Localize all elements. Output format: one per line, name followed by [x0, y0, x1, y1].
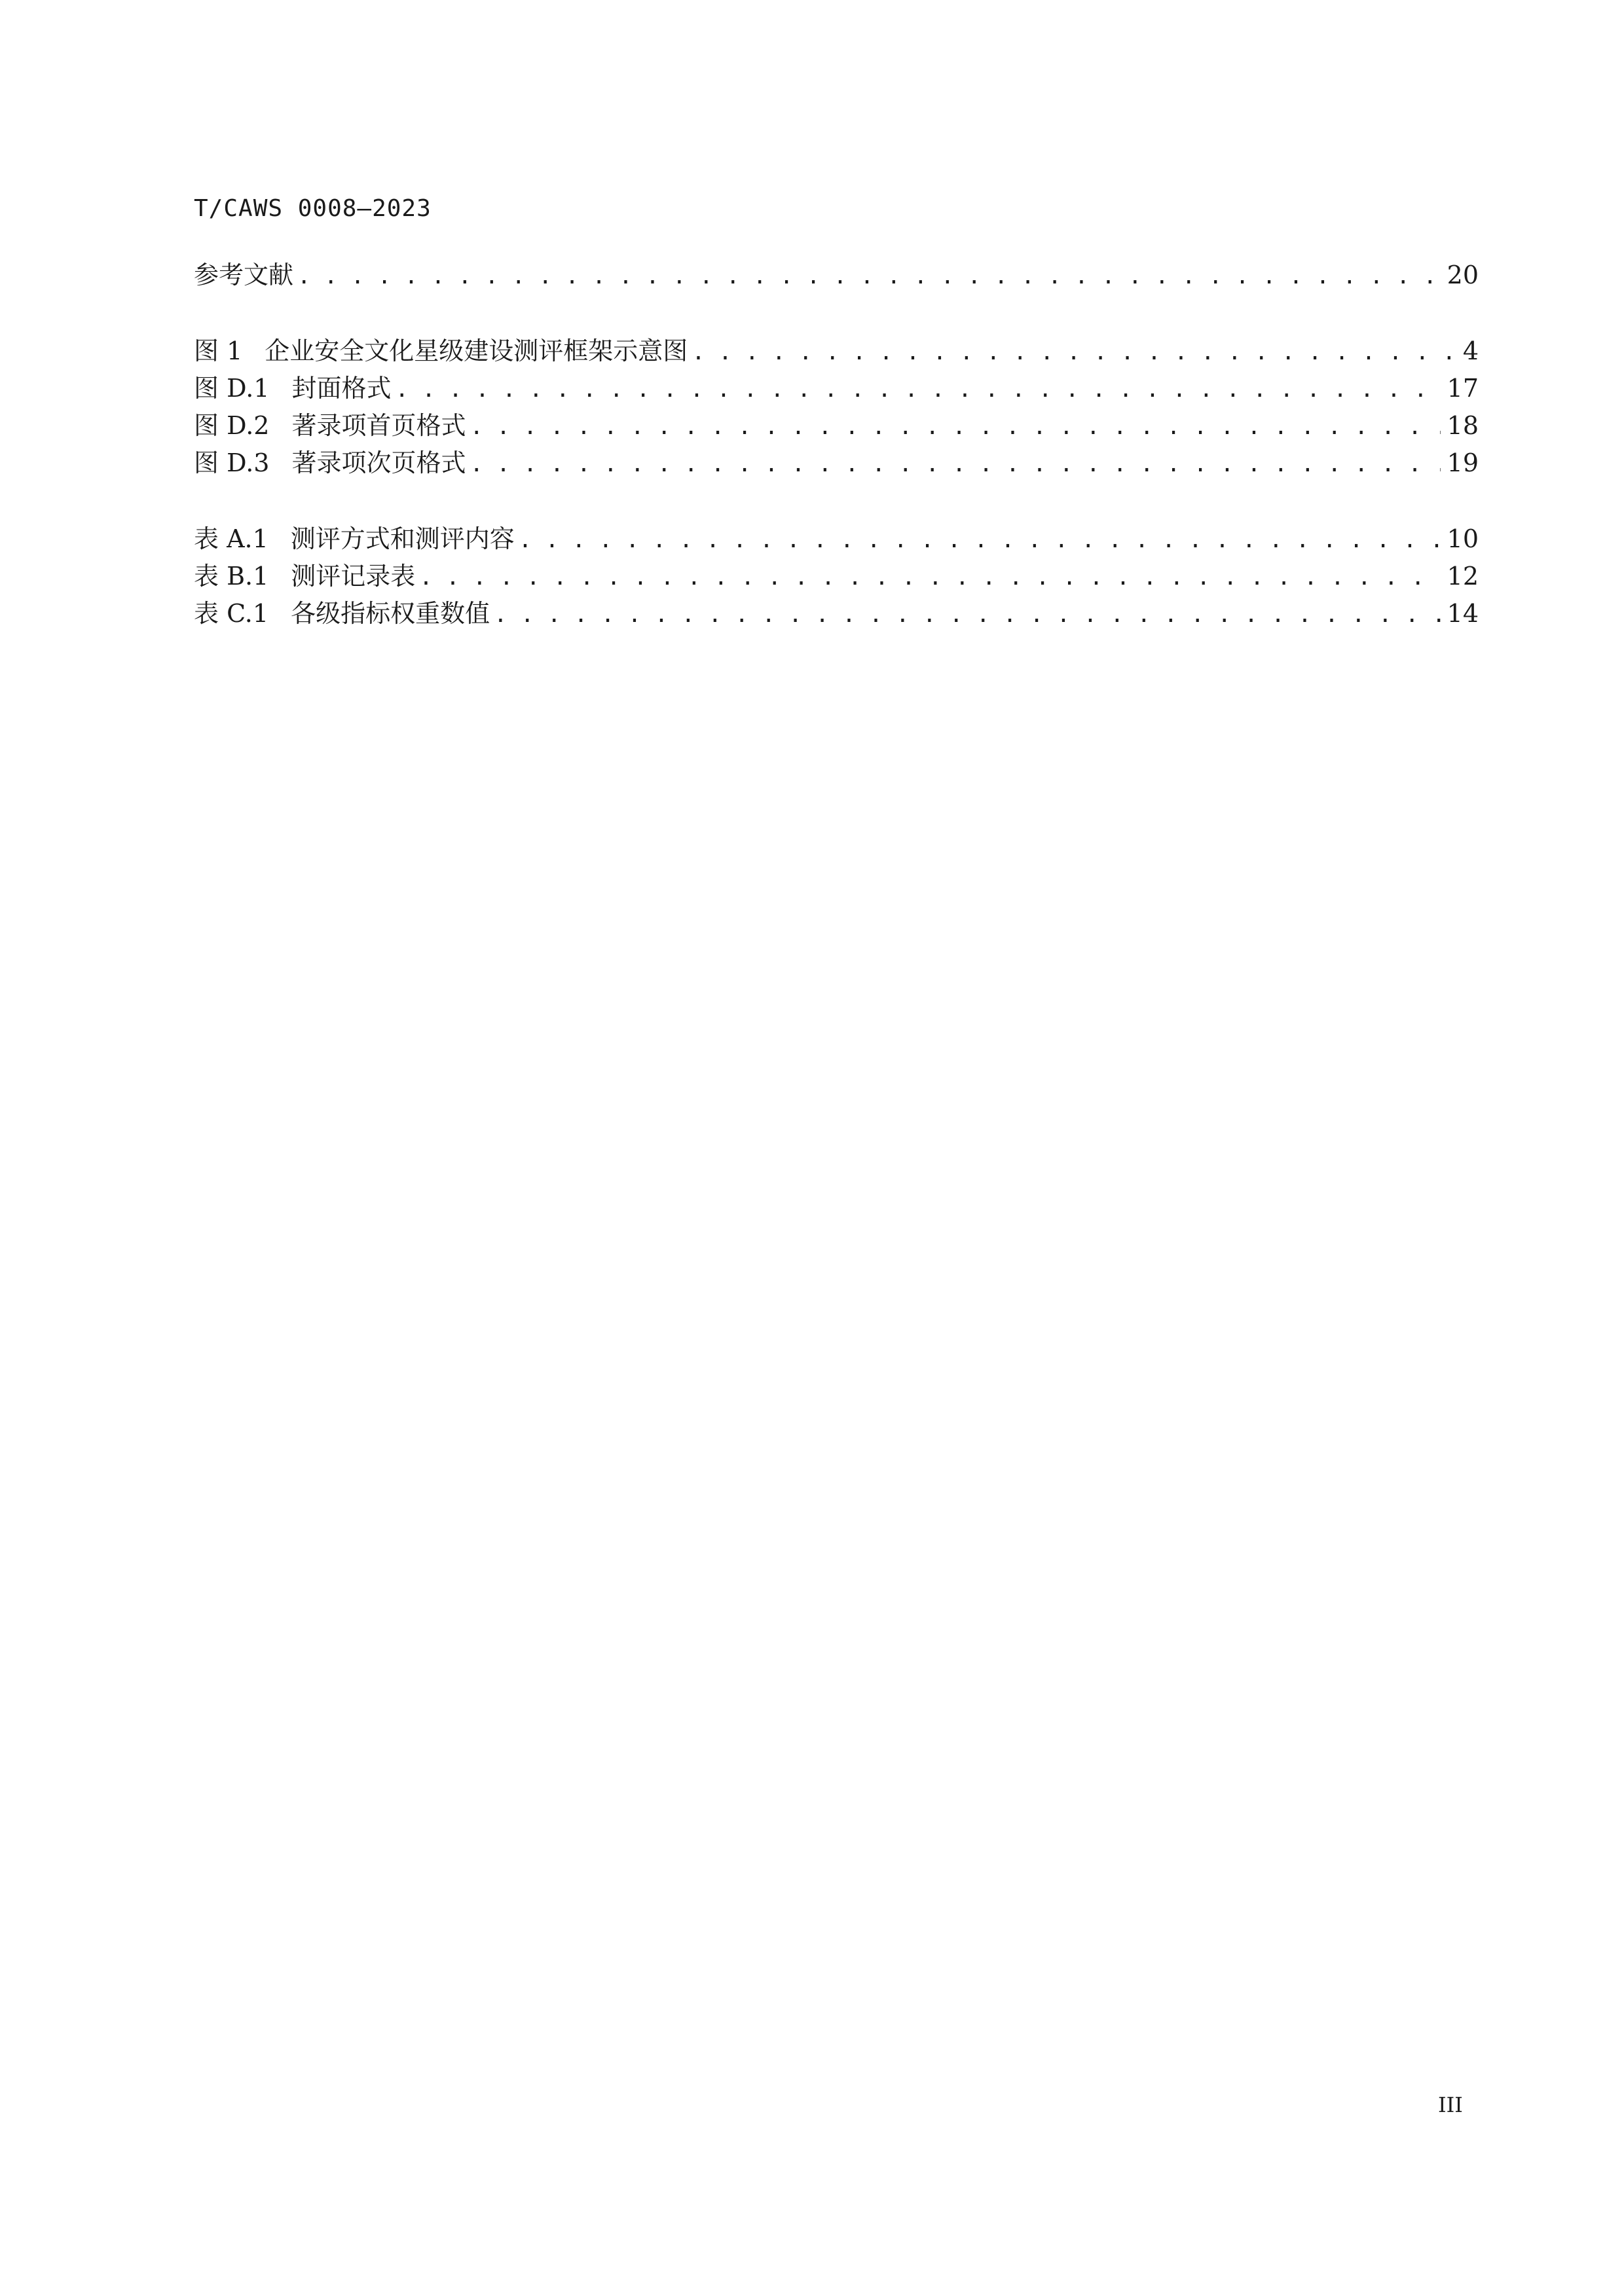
toc-entry-number: 图 D.2 — [194, 411, 270, 440]
toc-entry-references[interactable] — [194, 257, 1479, 293]
toc-dot-leader — [494, 596, 1441, 632]
toc-entry-number: 图 D.1 — [194, 374, 270, 403]
toc-dot-leader — [297, 258, 1441, 293]
standard-code: T/CAWS 0008—2023 — [194, 195, 432, 222]
toc-entry-title: 测评记录表 — [291, 562, 416, 591]
toc-entry-page: 18 — [1447, 411, 1479, 440]
toc-entry-title: 参考文献 — [194, 261, 294, 289]
toc-entry-page: 20 — [1447, 261, 1479, 289]
toc-entry-number: 表 A.1 — [194, 524, 268, 553]
toc-dot-leader — [692, 334, 1456, 369]
toc-entry-title: 企业安全文化星级建设测评框架示意图 — [265, 337, 688, 365]
page-number: III — [1438, 2092, 1463, 2117]
toc-entry-title: 著录项首页格式 — [291, 411, 466, 440]
toc-entry-title: 各级指标权重数值 — [291, 599, 490, 628]
toc-entry-figure[interactable] — [194, 333, 1479, 369]
toc-entry-title: 测评方式和测评内容 — [290, 524, 515, 553]
toc-dot-leader — [519, 522, 1441, 557]
toc-entry-page: 10 — [1447, 524, 1479, 553]
toc-entry-page: 17 — [1447, 374, 1479, 403]
toc-dot-leader — [419, 559, 1440, 594]
toc-dot-leader — [395, 371, 1440, 407]
toc-entry-number: 图 D.3 — [194, 448, 270, 477]
toc-entry-title: 封面格式 — [291, 374, 392, 403]
toc-entry-figure[interactable] — [194, 445, 1479, 481]
toc-entry-page: 19 — [1447, 448, 1479, 477]
toc-entry-table[interactable] — [194, 558, 1479, 594]
toc-entry-title: 著录项次页格式 — [291, 448, 466, 477]
toc-dot-leader — [470, 409, 1440, 444]
toc-entry-page: 12 — [1447, 562, 1479, 591]
toc-dot-leader — [470, 446, 1440, 481]
toc-entry-figure[interactable] — [194, 370, 1479, 407]
toc-entry-number: 表 B.1 — [194, 562, 269, 591]
toc-entry-number: 表 C.1 — [194, 599, 269, 628]
toc-entry-page: 14 — [1447, 599, 1479, 628]
toc-entry-number: 图 1 — [194, 337, 243, 365]
toc-entry-figure[interactable] — [194, 407, 1479, 444]
toc-entry-table[interactable] — [194, 595, 1479, 632]
toc-entry-page: 4 — [1462, 337, 1479, 365]
toc-entry-table[interactable] — [194, 520, 1479, 557]
